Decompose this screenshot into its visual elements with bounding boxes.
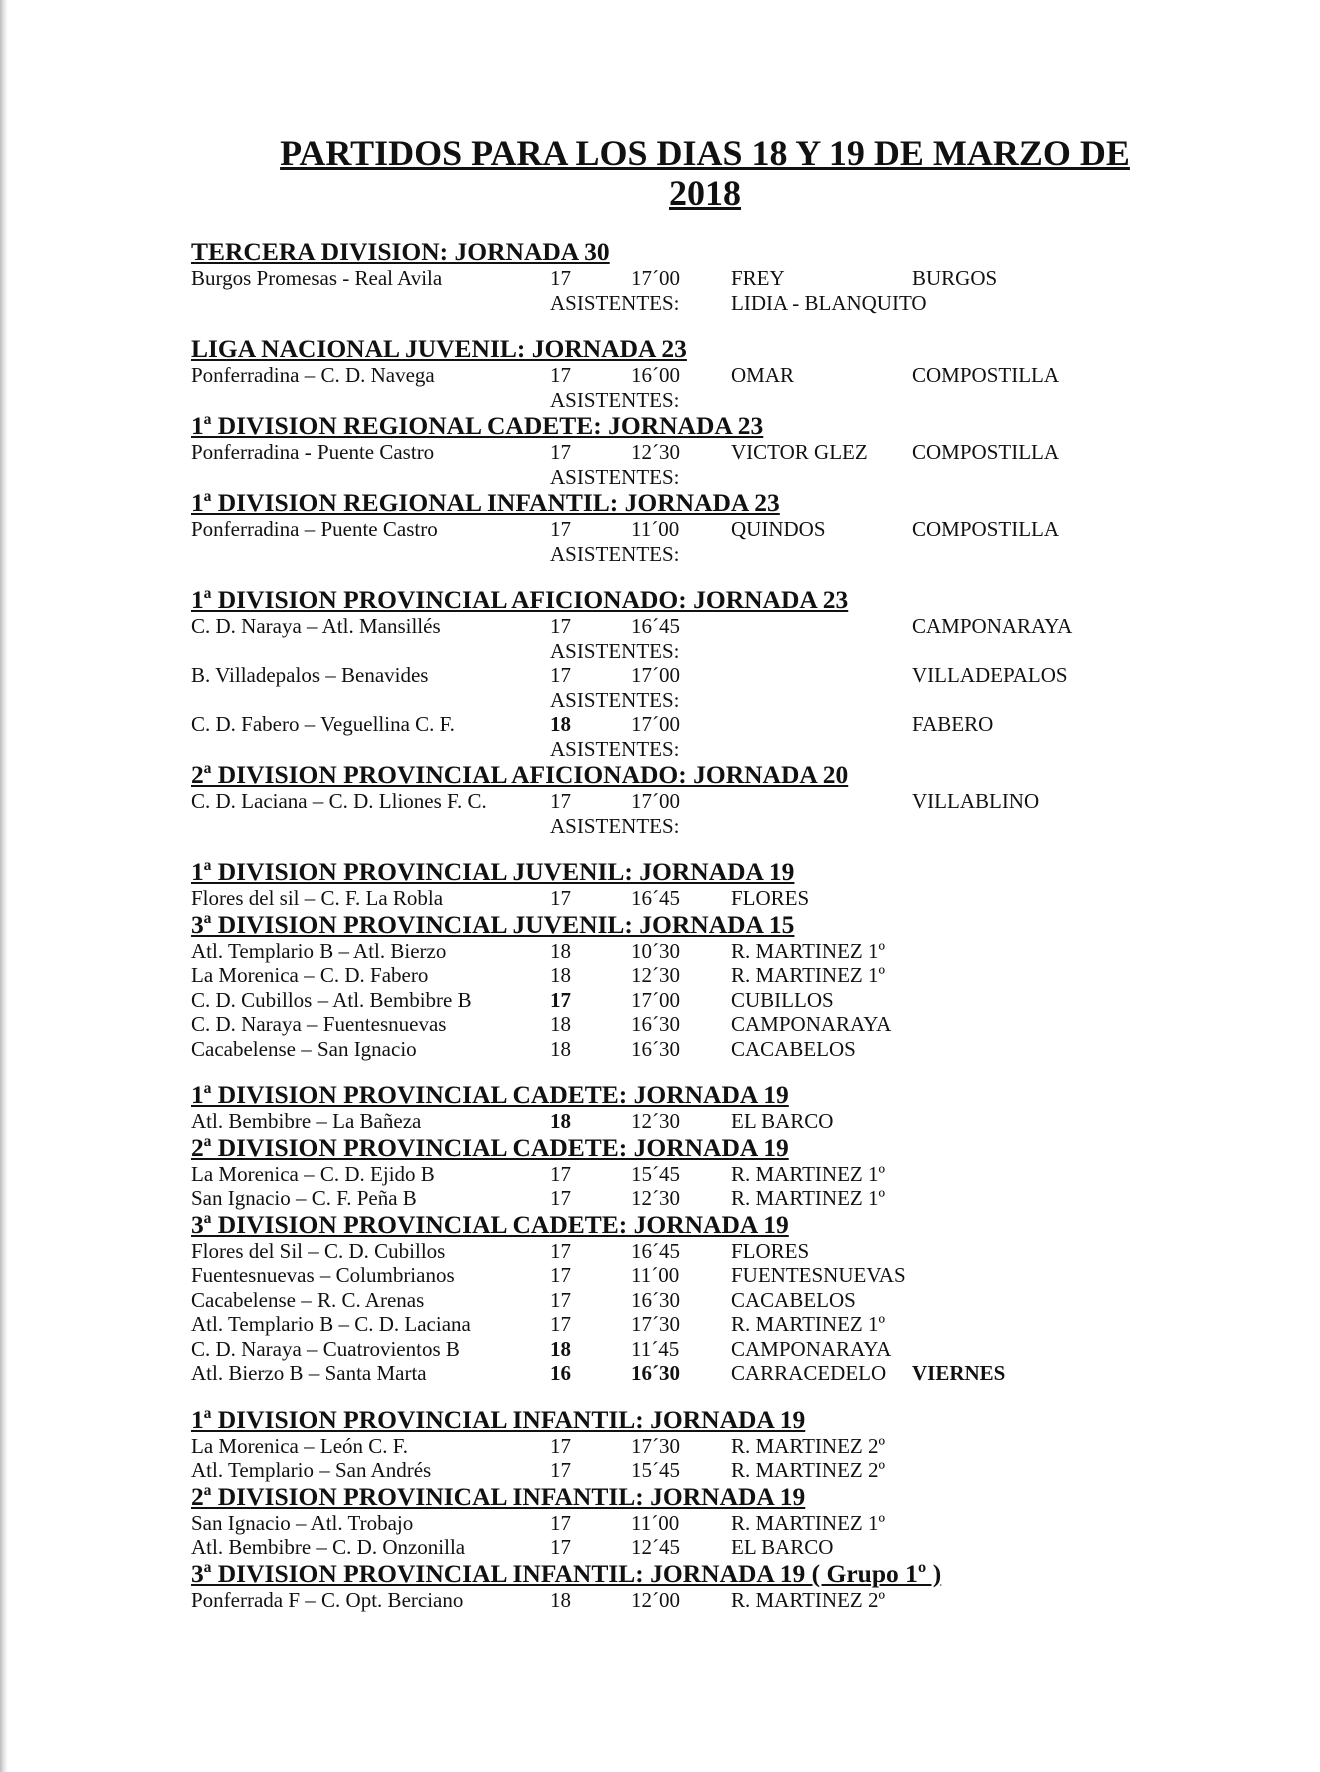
match-day: 17 — [550, 789, 571, 813]
match-referee: R. MARTINEZ 2º — [731, 1433, 885, 1458]
match-time: 16´30 — [631, 1012, 680, 1036]
section-title: TERCERA DIVISION: JORNADA 30 — [191, 237, 610, 266]
match-time: 17´00 — [631, 266, 680, 290]
page-edge-shadow — [0, 0, 8, 1772]
match-teams: C. D. Laciana – C. D. Lliones F. C. — [191, 789, 487, 813]
match-row — [191, 1263, 1271, 1288]
match-row — [191, 712, 1271, 737]
match-referee: CARRACEDELO — [731, 1361, 887, 1385]
match-teams: Cacabelense – San Ignacio — [191, 1036, 417, 1061]
asistentes-row — [191, 688, 1271, 713]
match-time: 12´00 — [631, 1587, 680, 1612]
match-referee: R. MARTINEZ 2º — [731, 1587, 885, 1612]
match-day: 18 — [550, 1336, 571, 1361]
section-provincial-juvenil-3 — [191, 911, 1271, 1062]
match-row — [191, 1109, 1271, 1134]
match-teams: La Morenica – C. D. Ejido B — [191, 1161, 435, 1186]
match-time: 12´30 — [631, 1186, 680, 1210]
match-row — [191, 1239, 1271, 1264]
match-day: 17 — [550, 1433, 571, 1458]
section-title: 3ª DIVISION PROVINCIAL INFANTIL: JORNADA 19 ( Grupo 1º ) — [191, 1558, 942, 1588]
match-time: 16´45 — [631, 614, 680, 638]
match-row — [191, 614, 1271, 639]
match-referee: QUINDOS — [731, 517, 826, 541]
match-teams: Ponferradina – C. D. Navega — [191, 363, 435, 387]
match-referee: VICTOR GLEZ — [731, 440, 868, 464]
section-provincial-infantil-3 — [191, 1560, 1271, 1613]
match-row — [191, 1288, 1271, 1313]
match-row — [191, 363, 1271, 388]
match-time: 12´30 — [631, 440, 680, 464]
match-teams: C. D. Naraya – Cuatrovientos B — [191, 1336, 460, 1361]
match-teams: Atl. Bierzo B – Santa Marta — [191, 1361, 427, 1385]
match-field: CAMPONARAYA — [912, 614, 1073, 638]
match-time: 17´00 — [631, 712, 680, 736]
section-tercera-division — [191, 238, 1271, 315]
match-time: 12´30 — [631, 1109, 680, 1133]
match-teams: Atl. Bembibre – La Bañeza — [191, 1109, 422, 1133]
match-day: 17 — [550, 1161, 571, 1186]
match-day: 17 — [550, 1186, 571, 1210]
match-referee: CACABELOS — [731, 1287, 856, 1312]
match-referee: FREY — [731, 266, 785, 290]
match-day: 18 — [550, 1109, 571, 1133]
section-regional-infantil — [191, 489, 1271, 566]
match-row — [191, 988, 1271, 1013]
match-row — [191, 1337, 1271, 1362]
asistentes-row — [191, 388, 1271, 413]
match-time: 12´45 — [631, 1535, 680, 1559]
section-title: 1ª DIVISION PROVINCIAL JUVENIL: JORNADA 19 — [191, 857, 795, 886]
match-field: COMPOSTILLA — [912, 363, 1060, 387]
match-time: 16´30 — [631, 1036, 680, 1061]
match-referee: R. MARTINEZ 1º — [731, 938, 885, 963]
match-day: 17 — [550, 1263, 571, 1287]
match-teams: Ponferradina – Puente Castro — [191, 517, 438, 541]
match-referee: R. MARTINEZ 1º — [731, 1186, 885, 1210]
match-teams: Ponferradina - Puente Castro — [191, 440, 435, 464]
match-referee: R. MARTINEZ 1º — [731, 963, 885, 987]
match-row — [191, 939, 1271, 964]
match-field: COMPOSTILLA — [912, 440, 1060, 464]
asistentes-row — [191, 291, 1271, 316]
match-row — [191, 1535, 1271, 1560]
asistentes-label: ASISTENTES: — [550, 464, 680, 489]
section-provincial-juvenil-1 — [191, 858, 1271, 911]
section-regional-cadete — [191, 412, 1271, 489]
match-teams: Atl. Templario B – C. D. Laciana — [191, 1312, 471, 1336]
match-time: 17´00 — [631, 789, 680, 813]
section-title: 1ª DIVISION REGIONAL INFANTIL: JORNADA 23 — [191, 488, 780, 517]
match-row — [191, 1458, 1271, 1483]
match-row — [191, 1434, 1271, 1459]
match-day: 17 — [550, 1238, 571, 1263]
asistentes-row — [191, 542, 1271, 567]
match-referee: EL BARCO — [731, 1109, 834, 1133]
match-field: BURGOS — [912, 266, 998, 290]
asistentes-label: ASISTENTES: — [550, 736, 680, 761]
match-time: 17´00 — [631, 987, 680, 1012]
match-teams: C. D. Cubillos – Atl. Bembibre B — [191, 987, 472, 1012]
match-teams: Fuentesnuevas – Columbrianos — [191, 1263, 455, 1287]
match-time: 17´30 — [631, 1312, 680, 1336]
match-day: 17 — [550, 363, 571, 387]
match-note: VIERNES — [912, 1361, 1006, 1385]
match-teams: Cacabelense – R. C. Arenas — [191, 1287, 425, 1312]
match-day: 18 — [550, 1587, 571, 1612]
match-teams: La Morenica – C. D. Fabero — [191, 963, 429, 987]
match-row — [191, 1162, 1271, 1187]
match-day: 17 — [550, 266, 571, 290]
match-referee: FLORES — [731, 886, 810, 910]
asistentes-row — [191, 814, 1271, 839]
match-day: 18 — [550, 1012, 571, 1036]
match-field: VILLABLINO — [912, 789, 1040, 813]
match-referee: EL BARCO — [731, 1535, 834, 1559]
match-field: VILLADEPALOS — [912, 663, 1068, 687]
match-row — [191, 440, 1271, 465]
match-row — [191, 1037, 1271, 1062]
section-title: 1ª DIVISION REGIONAL CADETE: JORNADA 23 — [191, 411, 764, 440]
match-time: 17´00 — [631, 663, 680, 687]
match-day: 18 — [550, 1036, 571, 1061]
section-title: 3ª DIVISION PROVINCIAL JUVENIL: JORNADA 15 — [191, 909, 795, 939]
section-title: 2ª DIVISION PROVINCIAL CADETE: JORNADA 19 — [191, 1132, 789, 1162]
match-row — [191, 789, 1271, 814]
match-row — [191, 1361, 1271, 1386]
page-title-line1: PARTIDOS PARA LOS DIAS 18 Y 19 DE MARZO DE — [280, 133, 1130, 173]
match-day: 17 — [550, 1510, 571, 1535]
match-row — [191, 963, 1271, 988]
match-row — [191, 1186, 1271, 1211]
match-referee: CAMPONARAYA — [731, 1012, 892, 1036]
match-day: 17 — [550, 1535, 571, 1559]
match-row — [191, 886, 1271, 911]
section-provincial-aficionado-2 — [191, 761, 1271, 838]
match-day: 17 — [550, 987, 571, 1012]
match-referee: CAMPONARAYA — [731, 1336, 892, 1361]
section-provincial-cadete-3 — [191, 1211, 1271, 1386]
match-teams: La Morenica – León C. F. — [191, 1433, 409, 1458]
match-row — [191, 1511, 1271, 1536]
match-referee: R. MARTINEZ 1º — [731, 1161, 885, 1186]
match-day: 18 — [550, 938, 571, 963]
section-title: LIGA NACIONAL JUVENIL: JORNADA 23 — [191, 334, 687, 363]
match-day: 17 — [550, 517, 571, 541]
match-field: COMPOSTILLA — [912, 517, 1060, 541]
asistentes-label: ASISTENTES: — [550, 638, 680, 663]
section-provincial-aficionado-1 — [191, 586, 1271, 761]
match-day: 18 — [550, 963, 571, 987]
match-time: 16´45 — [631, 886, 680, 910]
asistentes-label: ASISTENTES: — [550, 387, 680, 412]
match-day: 17 — [550, 1312, 571, 1336]
match-referee: OMAR — [731, 363, 795, 387]
match-time: 10´30 — [631, 938, 680, 963]
match-teams: C. D. Fabero – Veguellina C. F. — [191, 712, 455, 736]
match-teams: C. D. Naraya – Atl. Mansillés — [191, 614, 441, 638]
match-teams: San Ignacio – Atl. Trobajo — [191, 1510, 414, 1535]
match-time: 11´45 — [631, 1336, 680, 1361]
match-day: 17 — [550, 663, 571, 687]
match-referee: FUENTESNUEVAS — [731, 1263, 906, 1287]
match-day: 17 — [550, 614, 571, 638]
match-day: 17 — [550, 440, 571, 464]
match-referee: FLORES — [731, 1238, 810, 1263]
asistentes-label: ASISTENTES: — [550, 290, 680, 315]
section-provincial-infantil-2 — [191, 1483, 1271, 1560]
match-teams: Ponferrada F – C. Opt. Berciano — [191, 1587, 464, 1612]
asistentes-row — [191, 465, 1271, 490]
match-day: 17 — [550, 1458, 571, 1482]
match-day: 17 — [550, 1287, 571, 1312]
match-time: 11´00 — [631, 1510, 680, 1535]
section-title: 3ª DIVISION PROVINCIAL CADETE: JORNADA 19 — [191, 1209, 789, 1239]
match-time: 16´45 — [631, 1238, 680, 1263]
match-time: 16´30 — [631, 1287, 680, 1312]
match-row — [191, 663, 1271, 688]
asistentes-label: ASISTENTES: — [550, 541, 680, 566]
match-time: 16´30 — [631, 1361, 680, 1385]
match-teams: Flores del sil – C. F. La Robla — [191, 886, 444, 910]
match-teams: Atl. Templario – San Andrés — [191, 1458, 432, 1482]
match-time: 16´00 — [631, 363, 680, 387]
asistentes-label: ASISTENTES: — [550, 813, 680, 838]
match-referee: CUBILLOS — [731, 987, 834, 1012]
match-row — [191, 1012, 1271, 1037]
asistentes-names: LIDIA - BLANQUITO — [731, 290, 927, 315]
section-provincial-infantil-1 — [191, 1406, 1271, 1483]
asistentes-label: ASISTENTES: — [550, 687, 680, 712]
section-title: 2ª DIVISION PROVINCIAL AFICIONADO: JORNADA 20 — [191, 760, 849, 789]
match-teams: Atl. Templario B – Atl. Bierzo — [191, 938, 447, 963]
match-teams: Atl. Bembibre – C. D. Onzonilla — [191, 1535, 466, 1559]
section-title: 1ª DIVISION PROVINCIAL CADETE: JORNADA 19 — [191, 1080, 789, 1109]
match-time: 11´00 — [631, 517, 680, 541]
match-time: 15´45 — [631, 1458, 680, 1482]
match-row — [191, 1588, 1271, 1613]
match-referee: R. MARTINEZ 2º — [731, 1458, 885, 1482]
match-field: FABERO — [912, 712, 994, 736]
section-title: 1ª DIVISION PROVINCIAL AFICIONADO: JORNADA 23 — [191, 585, 849, 614]
asistentes-row — [191, 737, 1271, 762]
section-provincial-cadete-1 — [191, 1081, 1271, 1134]
section-title: 1ª DIVISION PROVINCIAL INFANTIL: JORNADA 19 — [191, 1404, 806, 1434]
match-day: 16 — [550, 1361, 571, 1385]
match-day: 18 — [550, 712, 571, 736]
match-referee: CACABELOS — [731, 1036, 856, 1061]
asistentes-row — [191, 639, 1271, 664]
match-day: 17 — [550, 886, 571, 910]
section-title: 2ª DIVISION PROVINICAL INFANTIL: JORNADA 19 — [191, 1481, 806, 1511]
section-provincial-cadete-2 — [191, 1134, 1271, 1211]
match-time: 17´30 — [631, 1433, 680, 1458]
match-teams: B. Villadepalos – Benavides — [191, 663, 429, 687]
match-teams: C. D. Naraya – Fuentesnuevas — [191, 1012, 447, 1036]
match-teams: Flores del Sil – C. D. Cubillos — [191, 1238, 446, 1263]
match-time: 15´45 — [631, 1161, 680, 1186]
section-liga-nacional-juvenil — [191, 335, 1271, 412]
match-teams: Burgos Promesas - Real Avila — [191, 266, 443, 290]
match-time: 12´30 — [631, 963, 680, 987]
match-row — [191, 517, 1271, 542]
match-time: 11´00 — [631, 1263, 680, 1287]
match-teams: San Ignacio – C. F. Peña B — [191, 1186, 417, 1210]
match-referee: R. MARTINEZ 1º — [731, 1312, 885, 1336]
page-title-line2: 2018 — [669, 173, 741, 213]
match-schedule — [191, 238, 1271, 1612]
match-row — [191, 1312, 1271, 1337]
match-row — [191, 266, 1271, 291]
match-referee: R. MARTINEZ 1º — [731, 1510, 885, 1535]
